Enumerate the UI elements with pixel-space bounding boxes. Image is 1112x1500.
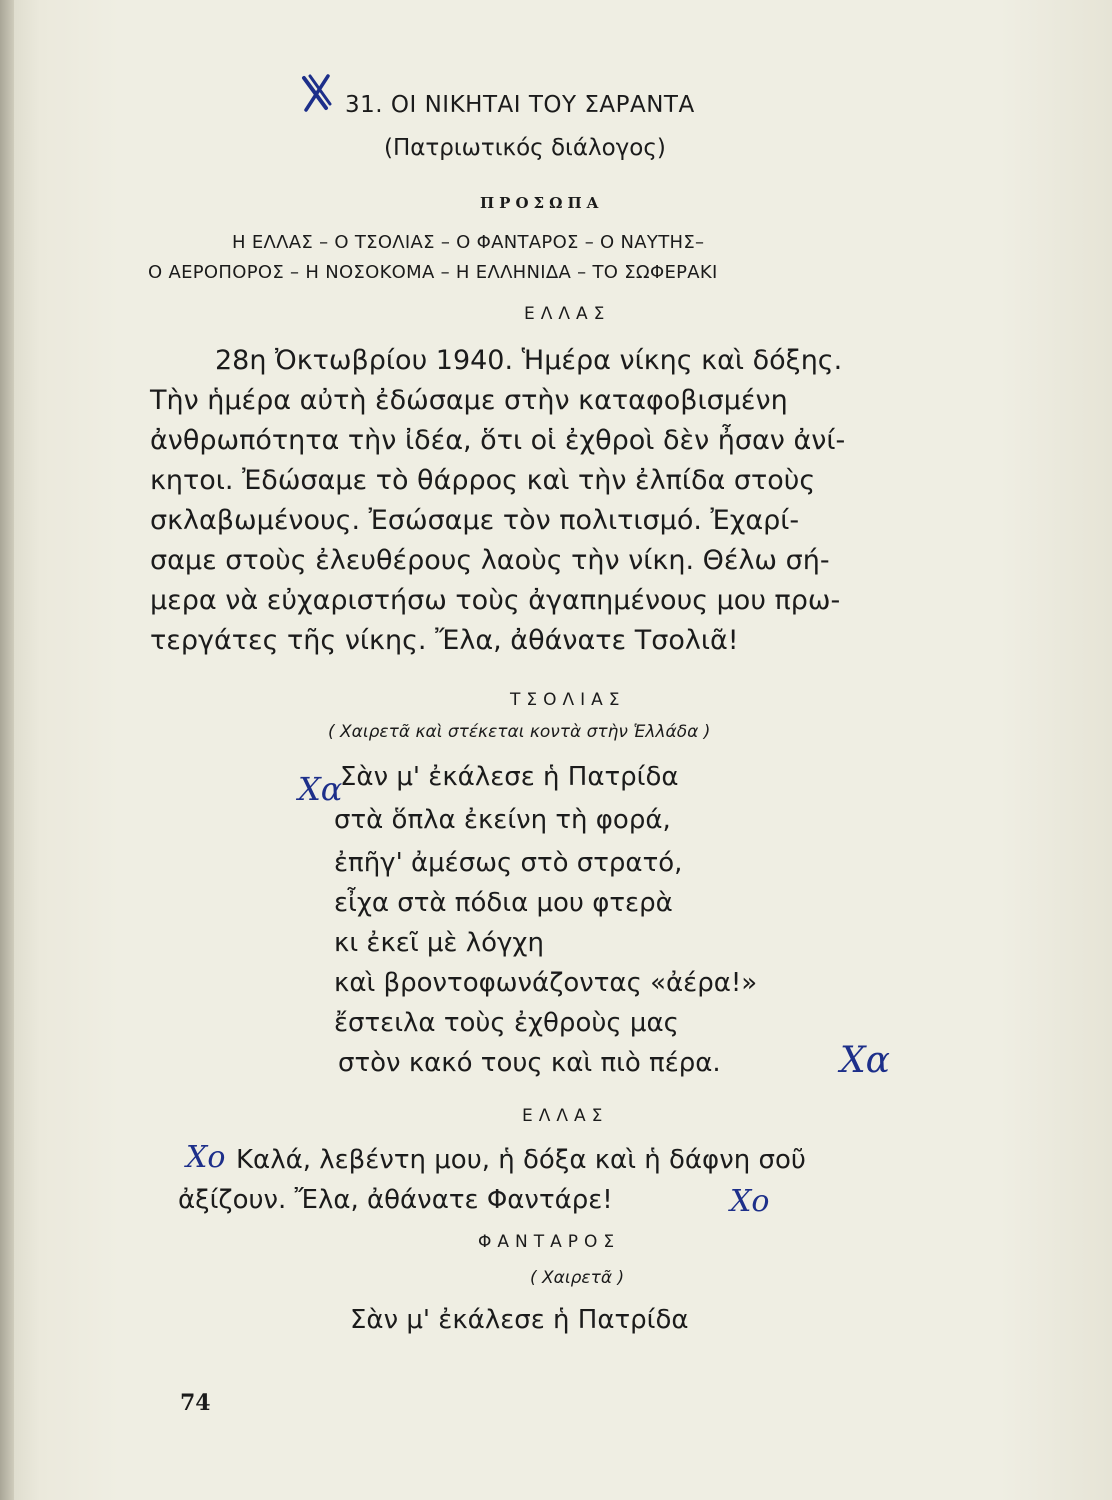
verse-line: καὶ βροντοφωνάζοντας «ἀέρα!»	[334, 968, 758, 998]
speech-line: τεργάτες τῆς νίκης. Ἔλα, ἀθάνατε Τσολιᾶ!	[150, 625, 739, 656]
verse-line: ἐπῆγ' ἀμέσως στὸ στρατό,	[334, 848, 683, 878]
speaker-name: ΕΛΛΑΣ	[522, 1106, 609, 1126]
speech-line: σαμε στοὺς ἐλευθέρους λαοὺς τὴν νίκη. Θέλω σή-	[150, 545, 830, 576]
speech-line: Καλά, λεβέντη μου, ἡ δόξα καὶ ἡ δάφνη σοῦ	[236, 1145, 806, 1175]
speaker-name: ΤΣΟΛΙΑΣ	[510, 690, 626, 710]
handwritten-note: Χο	[186, 1140, 226, 1175]
speech-line: ἀξίζουν. Ἔλα, ἀθάνατε Φαντάρε!	[178, 1185, 613, 1215]
cast-list-line-2: Ο ΑΕΡΟΠΟΡΟΣ – Η ΝΟΣΟΚΟΜΑ – Η ΕΛΛΗΝΙΔΑ – ΤΟ ΣΩΦΕΡΑΚΙ	[148, 262, 718, 283]
stage-direction: ( Χαιρετᾶ )	[530, 1268, 625, 1288]
speech-line: σκλαβωμένους. Ἐσώσαμε τὸν πολιτισμό. Ἐχαρί-	[150, 505, 800, 536]
stage-direction: ( Χαιρετᾶ καὶ στέκεται κοντὰ στὴν Ἑλλάδα )	[328, 722, 711, 742]
handwritten-note: Χα	[298, 770, 343, 808]
play-subtitle: (Πατριωτικός διάλογος)	[384, 135, 666, 161]
pen-cross-mark-icon	[296, 72, 336, 114]
speech-line: μερα νὰ εὐχαριστήσω τοὺς ἀγαπημένους μου πρω-	[150, 585, 841, 616]
speech-line: 28η Ὀκτωβρίου 1940. Ἡμέρα νίκης καὶ δόξης.	[215, 345, 843, 376]
verse-line: στὰ ὅπλα ἐκείνη τὴ φορά,	[334, 805, 671, 835]
speaker-name: ΦΑΝΤΑΡΟΣ	[478, 1232, 621, 1252]
verse-line: στὸν κακό τους καὶ πιὸ πέρα.	[338, 1048, 721, 1078]
cast-list-line-1: Η ΕΛΛΑΣ – Ο ΤΣΟΛΙΑΣ – Ο ΦΑΝΤΑΡΟΣ – Ο ΝΑΥΤΗΣ–	[232, 232, 705, 253]
verse-line: εἶχα στὰ πόδια μου φτερὰ	[334, 888, 673, 918]
bleed-through-shadow	[760, 100, 1060, 140]
speech-line: κητοι. Ἐδώσαμε τὸ θάρρος καὶ τὴν ἐλπίδα στοὺς	[150, 465, 816, 496]
verse-line: Σὰν μ' ἐκάλεσε ἡ Πατρίδα	[350, 1305, 689, 1335]
speech-line: Τὴν ἡμέρα αὐτὴ ἐδώσαμε στὴν καταφοβισμένη	[150, 385, 788, 416]
handwritten-note: Χο	[730, 1184, 770, 1219]
page-number: 74	[180, 1390, 211, 1416]
page-binding-edge	[0, 0, 14, 1500]
verse-line: ἔστειλα τοὺς ἐχθροὺς μας	[334, 1008, 679, 1038]
verse-line: κι ἐκεῖ μὲ λόγχη	[334, 928, 544, 958]
speaker-name: ΕΛΛΑΣ	[524, 304, 611, 324]
verse-line: Σὰν μ' ἐκάλεσε ἡ Πατρίδα	[340, 762, 679, 792]
persons-heading: ΠΡΟΣΩΠΑ	[480, 194, 604, 212]
handwritten-note: Χα	[840, 1040, 890, 1081]
speech-line: ἀνθρωπότητα τὴν ἰδέα, ὅτι οἱ ἐχθροὶ δὲν ἦσαν ἀνί-	[150, 425, 846, 456]
play-title: 31. ΟΙ ΝΙΚΗΤΑΙ ΤΟΥ ΣΑΡΑΝΤΑ	[345, 92, 695, 118]
